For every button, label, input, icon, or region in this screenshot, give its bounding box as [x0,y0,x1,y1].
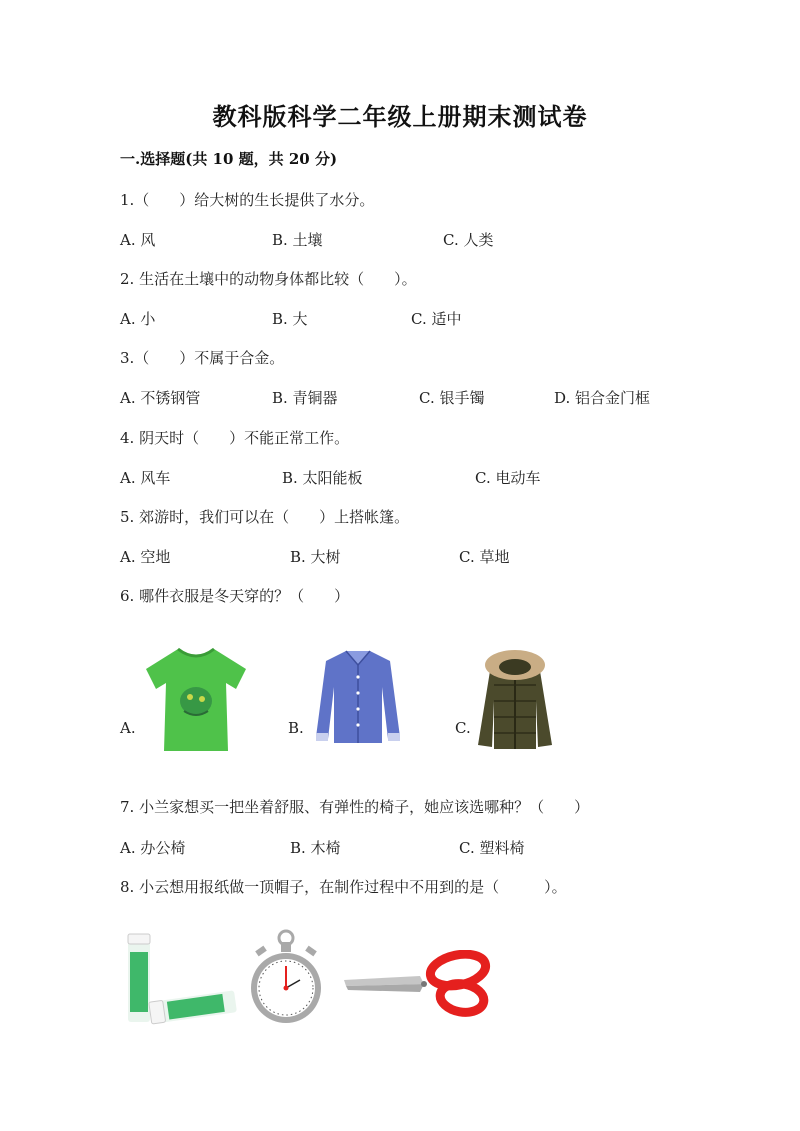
q1-option-a[interactable]: A. 风 [120,231,156,249]
q6-option-b-label[interactable]: B. [288,719,304,737]
q2-option-a[interactable]: A. 小 [120,310,156,328]
section-heading: 一.选择题(共 10 题，共 20 分) [120,150,338,168]
q1-option-c[interactable]: C. 人类 [443,231,494,249]
q3-option-b[interactable]: B. 青铜器 [272,389,338,407]
q5-option-c[interactable]: C. 草地 [459,548,510,566]
page-title: 教科版科学二年级上册期末测试卷 [212,102,588,131]
question-2-stem: 2. 生活在土壤中的动物身体都比较（ ）。 [120,270,417,288]
blue-shirt-icon[interactable] [312,647,404,745]
q3-option-a[interactable]: A. 不锈钢管 [120,389,201,407]
question-5-stem: 5. 郊游时，我们可以在（ ）上搭帐篷。 [120,508,410,526]
q6-option-c-label[interactable]: C. [455,719,471,737]
q4-option-b[interactable]: B. 太阳能板 [282,469,363,487]
question-8-stem: 8. 小云想用报纸做一顶帽子，在制作过程中不用到的是（ ）。 [120,878,567,896]
q7-option-a[interactable]: A. 办公椅 [120,839,186,857]
q7-option-c[interactable]: C. 塑料椅 [459,839,525,857]
q5-option-b[interactable]: B. 大树 [290,548,341,566]
q4-option-a[interactable]: A. 风车 [120,469,171,487]
question-1-stem: 1.（ ）给大树的生长提供了水分。 [120,191,375,209]
question-6-stem: 6. 哪件衣服是冬天穿的？（ ） [120,587,350,605]
glue-stick-icon[interactable] [124,930,240,1028]
q5-option-a[interactable]: A. 空地 [120,548,171,566]
q7-option-b[interactable]: B. 木椅 [290,839,341,857]
q2-option-b[interactable]: B. 大 [272,310,308,328]
question-4-stem: 4. 阴天时（ ）不能正常工作。 [120,429,350,447]
q3-option-d[interactable]: D. 铝合金门框 [554,389,651,407]
question-3-stem: 3.（ ）不属于合金。 [120,349,285,367]
q2-option-c[interactable]: C. 适中 [411,310,462,328]
green-tshirt-icon[interactable] [140,645,252,755]
q1-option-b[interactable]: B. 土壤 [272,231,323,249]
q3-option-c[interactable]: C. 银手镯 [419,389,485,407]
q4-option-c[interactable]: C. 电动车 [475,469,541,487]
stopwatch-icon[interactable] [248,928,324,1028]
question-7-stem: 7. 小兰家想买一把坐着舒服、有弹性的椅子，她应该选哪种？（ ） [120,798,590,816]
winter-jacket-icon[interactable] [474,645,556,751]
q6-option-a-label[interactable]: A. [120,719,136,737]
scissors-icon[interactable] [340,950,495,1020]
